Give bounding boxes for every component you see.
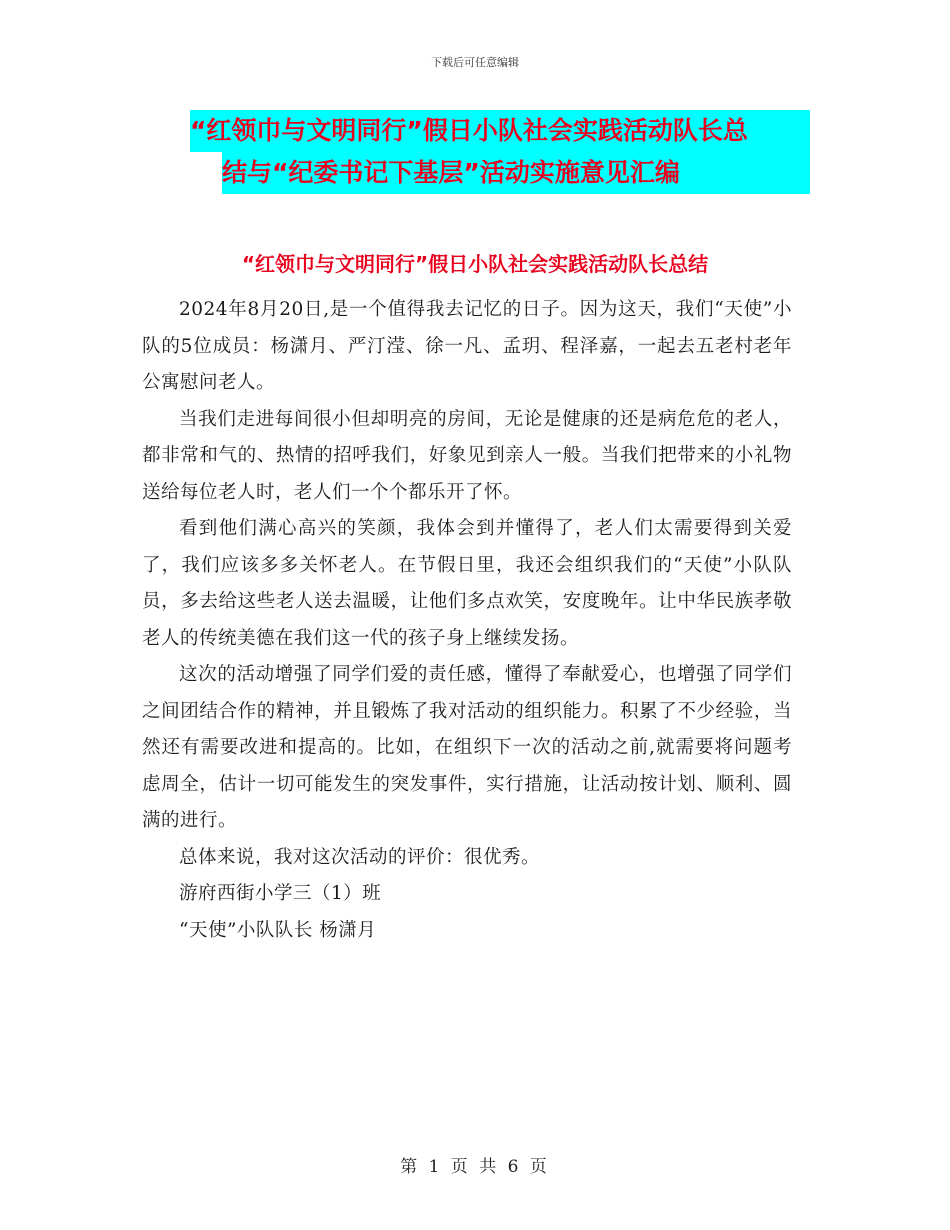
section-title: “红领巾与文明同行”假日小队社会实践活动队长总结 [241,252,709,276]
signature: “天使”小队队长 杨潇月 [179,919,377,941]
header-note: 下载后可任意编辑 [431,56,519,69]
document-title-line-2: 结与“纪委书记下基层”活动实施意见汇编 [222,158,680,187]
paragraph-4: 这次的活动增强了同学们爱的责任感，懂得了奉献爱心，也增强了同学们之间团结合作的精神，并且锻炼了我对活动的组织能力。积累了不少经验，当然还有需要改进和提高的。比如，在组织下一次的活动之前,就需要将问题考虑周全，估计一切可能发生的突发事件，实行措施，让活动按计划、顺利、圆满的进行。 [142,664,792,831]
paragraph-5: 总体来说，我对这次活动的评价：很优秀。 [179,846,541,868]
page-number: 第 1 页 共 6 页 [400,1157,550,1177]
paragraph-2: 当我们走进每间很小但却明亮的房间，无论是健康的还是病危危的老人，都非常和气的、热情的招呼我们，好象见到亲人一般。当我们把带来的小礼物送给每位老人时，老人们一个个都乐开了怀。 [142,408,792,503]
document-title-line-1: “红领巾与文明同行”假日小队社会实践活动队长总 [190,116,748,145]
paragraph-1: 2024年8月20日,是一个值得我去记忆的日子。因为这天，我们“天使”小队的5位成员：杨潇月、严汀滢、徐一凡、孟玥、程泽嘉，一起去五老村老年公寓慰问老人。 [142,299,792,393]
document-title [190,110,810,194]
school-class: 游府西街小学三（1）班 [179,883,382,904]
paragraph-3: 看到他们满心高兴的笑颜，我体会到并懂得了，老人们太需要得到关爱了，我们应该多多关怀老人。在节假日里，我还会组织我们的“天使”小队队员，多去给这些老人送去温暖，让他们多点欢笑，安度晚年。让中华民族孝敬老人的传统美德在我们这一代的孩子身上继续发扬。 [142,518,792,649]
body-text [142,292,792,949]
